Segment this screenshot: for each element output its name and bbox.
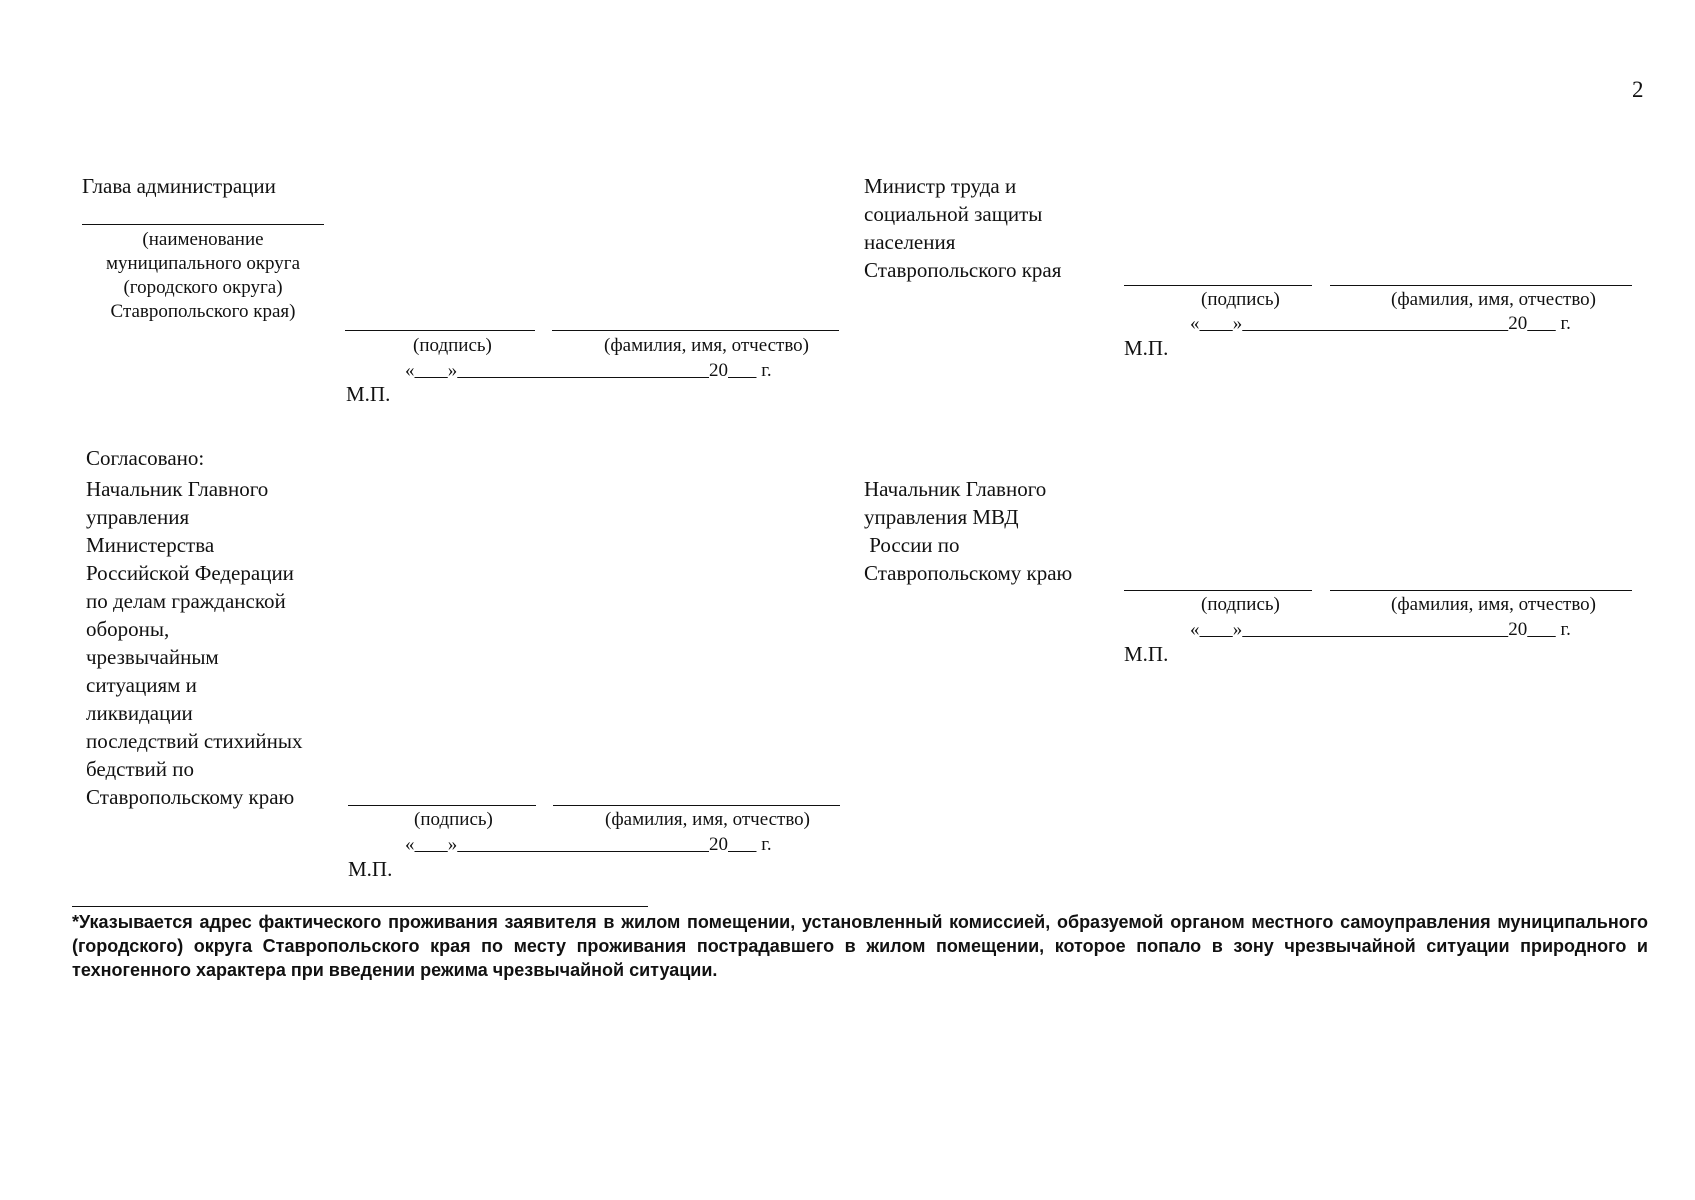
title-line: Ставропольскому краю bbox=[864, 561, 1073, 585]
approved-label: Согласовано: bbox=[86, 446, 205, 470]
mchs-head-title bbox=[86, 475, 303, 811]
title-line: управления МВД bbox=[864, 505, 1019, 529]
title-line: населения bbox=[864, 230, 956, 254]
title-line: Министр труда и bbox=[864, 174, 1017, 198]
footnote: *Указывается адрес фактического проживания заявителя в жилом помещении, установленный комиссией, образуемой органом местного самоуправления муниципального (городского) округа Ставропольского края по месту проживания пострадавшего в жилом помещении, которое попало в зону чрезвычайной ситуации природного и техногенного характера при введении режима чрезвычайной ситуации. bbox=[72, 912, 1648, 980]
signature-caption: (подпись) bbox=[1201, 289, 1280, 310]
signature-caption: (подпись) bbox=[1201, 594, 1280, 615]
title-line: ситуациям и bbox=[86, 673, 197, 697]
signature-line bbox=[345, 330, 535, 331]
full-name-line bbox=[1330, 590, 1632, 591]
footnote-separator bbox=[72, 906, 648, 907]
mvd-head-title bbox=[864, 475, 1072, 587]
title-line: чрезвычайным bbox=[86, 645, 219, 669]
signature-caption: (подпись) bbox=[413, 335, 492, 356]
caption-line: муниципального округа bbox=[105, 253, 301, 274]
date-line: « » 20 г. bbox=[405, 360, 772, 381]
full-name-line bbox=[552, 330, 839, 331]
head-admin-title: Глава администрации bbox=[82, 174, 276, 198]
full-name-caption: (фамилия, имя, отчество) bbox=[1391, 289, 1597, 310]
minister-title bbox=[864, 172, 1061, 284]
title-line: управления bbox=[86, 505, 190, 529]
caption-line: Ставропольского края) bbox=[110, 301, 296, 322]
stamp-placeholder: М.П. bbox=[346, 382, 391, 406]
title-line: Министерства bbox=[86, 533, 215, 557]
date-line: « » 20 г. bbox=[405, 834, 772, 855]
title-line: ликвидации bbox=[86, 701, 193, 725]
signature-caption: (подпись) bbox=[414, 809, 493, 830]
signature-line bbox=[1124, 285, 1312, 286]
title-line: Начальник Главного bbox=[86, 477, 269, 501]
title-line: обороны, bbox=[86, 617, 170, 641]
title-line: социальной защиты bbox=[864, 202, 1043, 226]
caption-line: (наименование bbox=[142, 229, 264, 250]
title-line: Российской Федерации bbox=[86, 561, 294, 585]
caption-line: (городского округа) bbox=[123, 277, 283, 298]
full-name-caption: (фамилия, имя, отчество) bbox=[604, 335, 810, 356]
full-name-caption: (фамилия, имя, отчество) bbox=[1391, 594, 1597, 615]
stamp-placeholder: М.П. bbox=[1124, 642, 1169, 666]
signature-line bbox=[348, 805, 536, 806]
municipality-caption bbox=[82, 228, 324, 324]
title-line: Ставропольскому краю bbox=[86, 785, 295, 809]
full-name-caption: (фамилия, имя, отчество) bbox=[605, 809, 811, 830]
stamp-placeholder: М.П. bbox=[348, 857, 393, 881]
title-line: бедствий по bbox=[86, 757, 195, 781]
full-name-line bbox=[553, 805, 840, 806]
date-line: « » 20 г. bbox=[1190, 313, 1571, 334]
title-line: России по bbox=[864, 533, 960, 557]
title-line: Начальник Главного bbox=[864, 477, 1047, 501]
title-line: по делам гражданской bbox=[86, 589, 286, 613]
title-line: Ставропольского края bbox=[864, 258, 1062, 282]
signature-line bbox=[1124, 590, 1312, 591]
page-number: 2 bbox=[1632, 77, 1644, 102]
date-line: « » 20 г. bbox=[1190, 619, 1571, 640]
municipality-name-line bbox=[82, 224, 324, 225]
full-name-line bbox=[1330, 285, 1632, 286]
stamp-placeholder: М.П. bbox=[1124, 336, 1169, 360]
title-line: последствий стихийных bbox=[86, 729, 303, 753]
